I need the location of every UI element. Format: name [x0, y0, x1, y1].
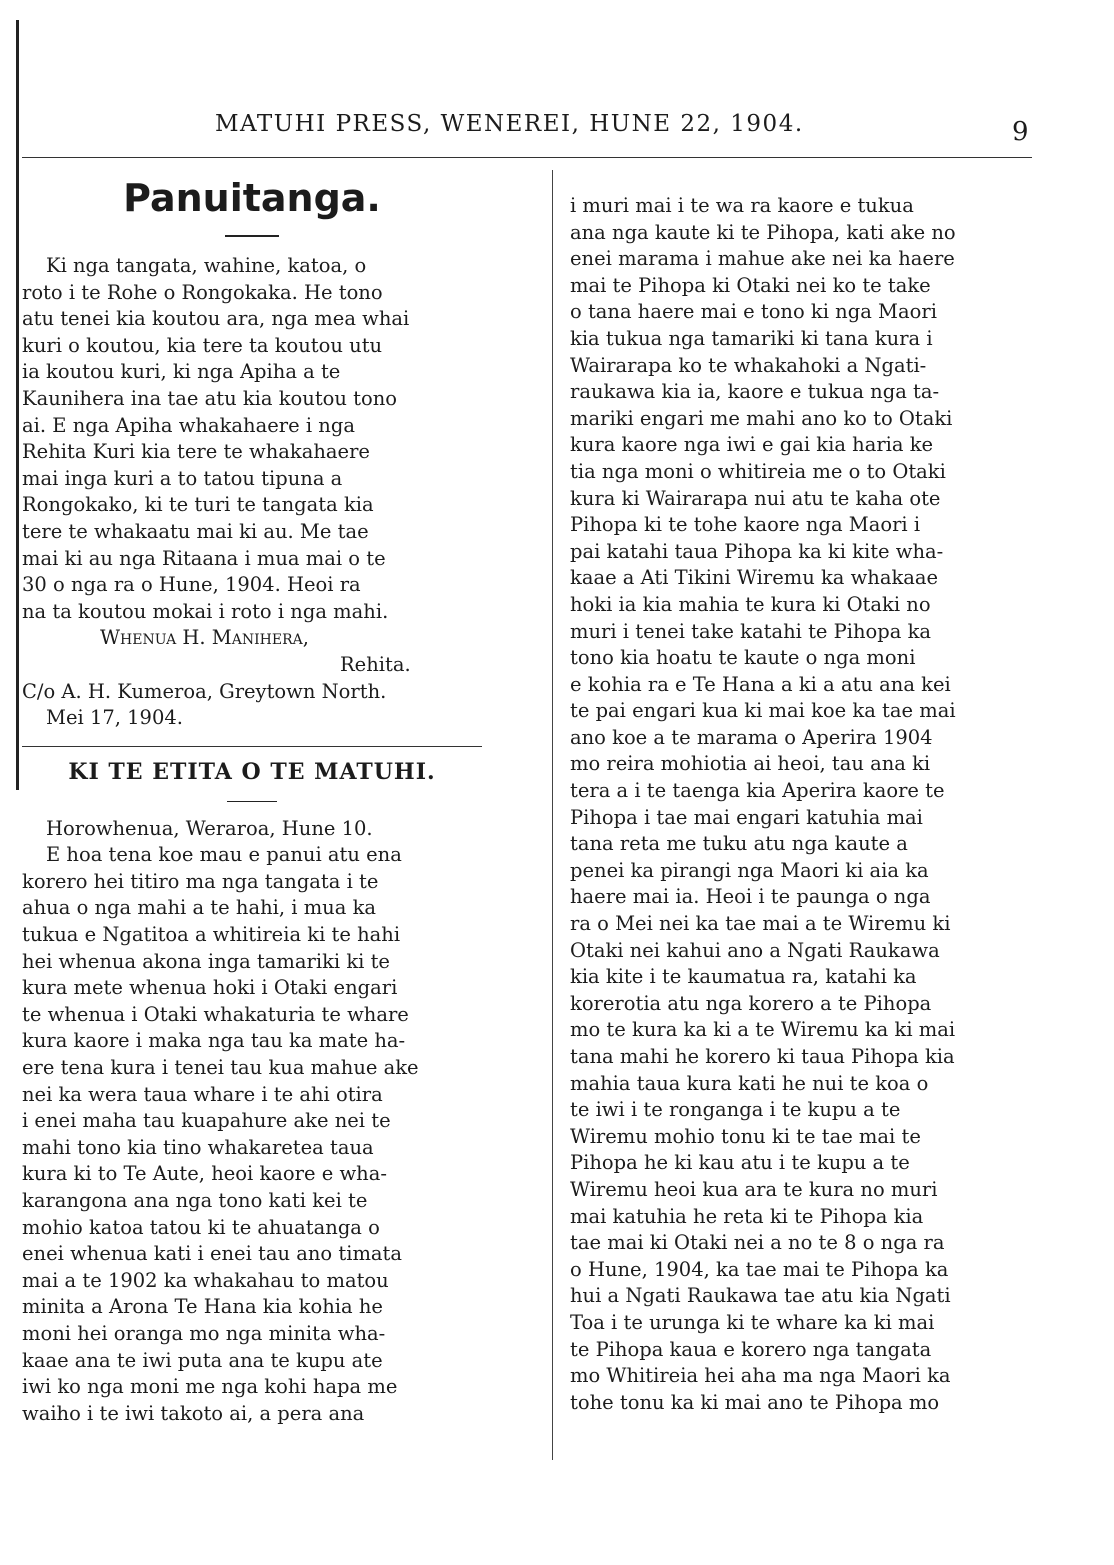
text-line: tana reta me tuku atu nga kaute a	[570, 832, 908, 856]
letter-body-left	[22, 842, 482, 1427]
text-line: mai katuhia he reta ki te Pihopa kia	[570, 1204, 924, 1228]
text-line: na ta koutou mokai i roto i nga mahi.	[22, 599, 389, 623]
text-line: hoki ia kia mahia te kura ki Otaki no	[570, 592, 931, 616]
notice-section	[22, 173, 482, 732]
text-line: mo te kura ka ki a te Wiremu ka ki mai	[570, 1018, 956, 1042]
text-line: atu tenei kia koutou ara, nga mea whai	[22, 307, 410, 331]
text-line: mai a te 1902 ka whakahau to matou	[22, 1268, 389, 1292]
left-column	[22, 165, 482, 1427]
text-line: mariki engari me mahi ano ko to Otaki	[570, 406, 953, 430]
text-line: haere mai ia. Heoi i te paunga o nga	[570, 885, 931, 909]
text-line: roto i te Rohe o Rongokaka. He tono	[22, 280, 383, 304]
letter-dateline: Horowhenua, Weraroa, Hune 10.	[46, 816, 373, 840]
text-line: mo reira mohiotia ai heoi, tau ana ki	[570, 752, 931, 776]
text-line: tohe tonu ka ki mai ano te Pihopa mo	[570, 1390, 940, 1414]
letter-title-rule	[227, 801, 277, 802]
text-line: waiho i te iwi takoto ai, a pera ana	[22, 1401, 365, 1425]
text-line: mohio katoa tatou ki te ahuatanga o	[22, 1215, 380, 1239]
text-line: nei ka wera taua whare i te ahi otira	[22, 1082, 383, 1106]
text-line: tana mahi he korero ki taua Pihopa kia	[570, 1045, 955, 1068]
text-line: ano koe a te marama o Aperira 1904	[570, 725, 933, 749]
text-line: hei whenua akona inga tamariki ki te	[22, 949, 390, 973]
text-line: minita a Arona Te Hana kia kohia he	[22, 1295, 383, 1319]
text-line: Ki nga tangata, wahine, katoa, o	[46, 254, 367, 277]
text-line: Toa i te urunga ki te whare ka ki mai	[570, 1310, 935, 1334]
text-line: Pihopa i tae mai engari katuhia mai	[570, 805, 923, 829]
text-line: tono kia hoatu te kaute o nga moni	[570, 646, 916, 670]
text-line: tera a i te taenga kia Aperira kaore te	[570, 779, 945, 803]
column-divider	[552, 170, 553, 1460]
text-line: iwi ko nga moni me nga kohi hapa me	[22, 1375, 398, 1399]
text-line: Wairarapa ko te whakahoki a Ngati-	[570, 353, 927, 377]
text-line: mahi tono kia tino whakaretea taua	[22, 1135, 374, 1159]
text-line: kia tukua nga tamariki ki tana kura i	[570, 326, 933, 350]
text-line: korero hei titiro ma nga tangata i te	[22, 869, 379, 893]
text-line: Rongokako, ki te turi te tangata kia	[22, 493, 374, 517]
section-rule	[22, 746, 482, 747]
notice-address: C/o A. H. Kumeroa, Greytown North.	[22, 679, 387, 703]
text-line: te pai engari kua ki mai koe ka tae mai	[570, 699, 956, 723]
text-line: kaae a Ati Tikini Wiremu ka whakaae	[570, 566, 939, 590]
text-line: ana nga kaute ki te Pihopa, kati ake no	[570, 220, 956, 244]
text-line: penei ka pirangi nga Maori ki aia ka	[570, 858, 929, 882]
right-column	[570, 193, 1032, 1416]
notice-body	[22, 253, 482, 625]
letter-body-right	[570, 193, 1032, 1416]
text-line: kuri o koutou, kia tere ta koutou utu	[22, 333, 383, 357]
signature-title: Rehita.	[340, 652, 411, 676]
text-line: kura kaore nga iwi e gai kia haria ke	[570, 433, 934, 457]
text-line: te Pihopa kaua e korero nga tangata	[570, 1337, 932, 1361]
page-number: 9	[1012, 117, 1029, 147]
text-line: kura mete whenua hoki i Otaki engari	[22, 976, 398, 1000]
text-line: e kohia ra e Te Hana a ki a atu ana kei	[570, 672, 951, 696]
text-line: tukua e Ngatitoa a whitireia ki te hahi	[22, 923, 401, 947]
page-header	[0, 111, 1114, 151]
text-line: karangona ana nga tono kati kei te	[22, 1189, 368, 1212]
text-line: mai te Pihopa ki Otaki nei ko te take	[570, 273, 931, 297]
text-line: mo Whitireia hei aha ma nga Maori ka	[570, 1364, 951, 1388]
notice-heading: Panuitanga.	[123, 176, 381, 220]
text-line: E hoa tena koe mau e panui atu ena	[46, 843, 402, 867]
text-line: ahua o nga mahi a te hahi, i mua ka	[22, 896, 377, 920]
text-line: te whenua i Otaki whakaturia te whare	[22, 1002, 409, 1026]
text-line: ai. E nga Apiha whakahaere i nga	[22, 413, 355, 437]
signature-name: Whenua H. Manihera,	[100, 626, 309, 650]
text-line: mai ki au nga Ritaana i mua mai o te	[22, 546, 386, 570]
text-line: te iwi i te ronganga i te kupu a te	[570, 1098, 901, 1122]
text-line: i enei maha tau kuapahure ake nei te	[22, 1109, 391, 1133]
text-line: kaae ana te iwi puta ana te kupu ate	[22, 1348, 383, 1372]
text-line: raukawa kia ia, kaore e tukua nga ta-	[570, 380, 940, 404]
text-line: kura ki Wairarapa nui atu te kaha ote	[570, 486, 941, 510]
text-line: Rehita Kuri kia tere te whakahaere	[22, 440, 370, 464]
text-line: ere tena kura i tenei tau kua mahue ake	[22, 1056, 419, 1080]
text-line: enei marama i mahue ake nei ka haere	[570, 247, 955, 271]
text-line: 30 o nga ra o Hune, 1904. Heoi ra	[22, 573, 361, 597]
heading-rule	[225, 235, 279, 237]
notice-date: Mei 17, 1904.	[46, 706, 183, 730]
text-line: tae mai ki Otaki nei a no te 8 o nga ra	[570, 1231, 945, 1255]
text-line: enei whenua kati i enei tau ano timata	[22, 1242, 403, 1266]
letter-title: KI TE ETITA O TE MATUHI.	[68, 758, 436, 785]
text-line: Pihopa ki te tohe kaore nga Maori i	[570, 513, 921, 537]
text-line: tia nga moni o whitireia me o to Otaki	[570, 459, 946, 483]
text-line: Wiremu mohio tonu ki te tae mai te	[570, 1124, 921, 1148]
text-line: kura ki to Te Aute, heoi kaore e wha-	[22, 1162, 387, 1186]
text-line: korerotia atu nga korero a te Pihopa	[570, 991, 932, 1015]
text-line: Wiremu heoi kua ara te kura no muri	[570, 1177, 938, 1201]
text-line: kura kaore i maka nga tau ka mate ha-	[22, 1029, 406, 1053]
text-line: mahia taua kura kati he nui te koa o	[570, 1071, 929, 1095]
text-line: Otaki nei kahui ano a Ngati Raukawa	[570, 938, 940, 962]
text-line: moni hei oranga mo nga minita wha-	[22, 1321, 386, 1345]
text-line: tere te whakaatu mai ki au. Me tae	[22, 519, 369, 543]
letter-section	[22, 757, 482, 1428]
newspaper-header-title: MATUHI PRESS, WENEREI, HUNE 22, 1904.	[215, 111, 804, 137]
text-line: Pihopa he ki kau atu i te kupu a te	[570, 1151, 910, 1175]
text-line: i muri mai i te wa ra kaore e tukua	[570, 194, 914, 217]
text-line: o Hune, 1904, ka tae mai te Pihopa ka	[570, 1257, 949, 1281]
text-line: ia koutou kuri, ki nga Apiha a te	[22, 360, 341, 384]
text-line: ra o Mei nei ka tae mai a te Wiremu ki	[570, 912, 951, 936]
text-line: pai katahi taua Pihopa ka ki kite wha-	[570, 539, 944, 563]
text-line: muri i tenei take katahi te Pihopa ka	[570, 619, 932, 643]
text-line: mai inga kuri a to tatou tipuna a	[22, 466, 343, 490]
text-line: o tana haere mai e tono ki nga Maori	[570, 300, 937, 324]
text-line: Kaunihera ina tae atu kia koutou tono	[22, 386, 398, 410]
text-line: kia kite i te kaumatua ra, katahi ka	[570, 965, 917, 989]
header-rule	[22, 157, 1032, 158]
text-line: hui a Ngati Raukawa tae atu kia Ngati	[570, 1284, 951, 1308]
